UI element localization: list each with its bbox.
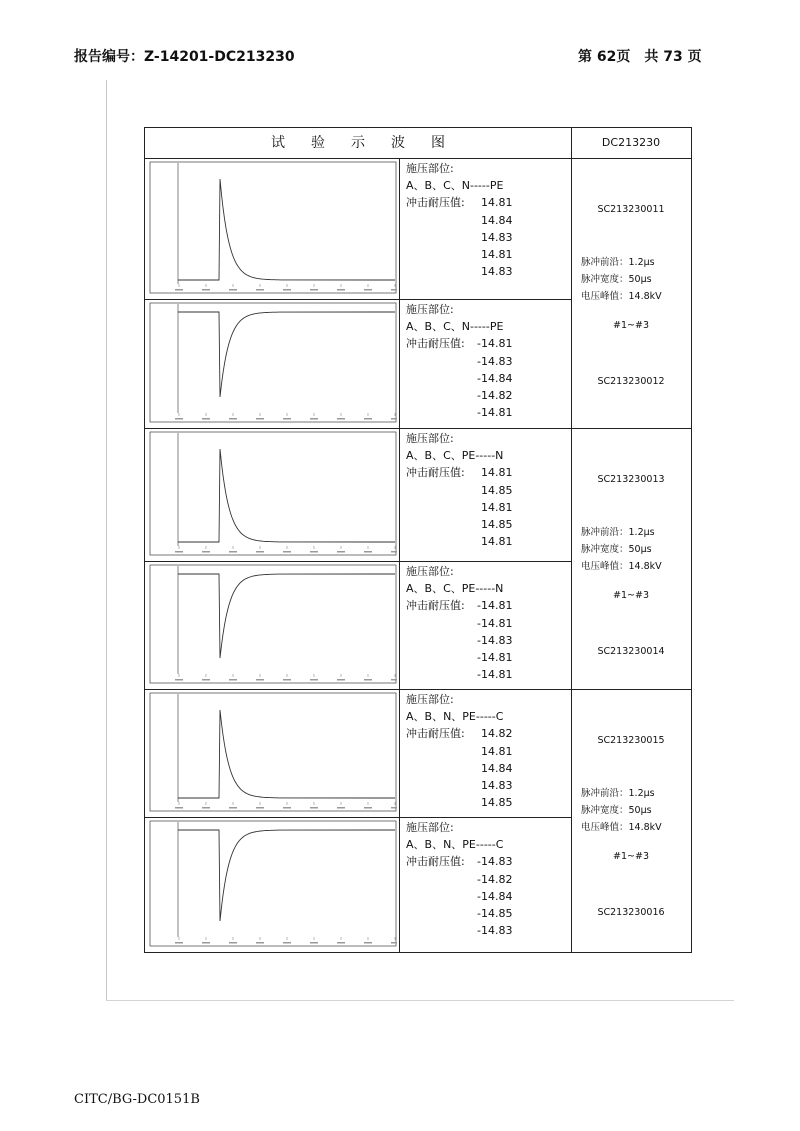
sample-code: SC213230014 <box>597 646 665 657</box>
plot-tick-label <box>310 551 318 553</box>
plot-tick-label <box>391 289 397 291</box>
withstand-voltage-value: 14.81 <box>481 466 513 480</box>
impulse-trace <box>178 574 395 658</box>
withstand-voltage-label: 冲击耐压值: <box>406 727 465 741</box>
withstand-voltage-label: 冲击耐压值: <box>406 337 465 351</box>
form-code: CITC/BG-DC0151B <box>74 1092 200 1107</box>
row-divider <box>145 689 691 690</box>
plot-tick-label <box>202 418 210 420</box>
withstand-voltage-value: 14.81 <box>481 744 513 758</box>
plot-tick-label <box>283 807 291 809</box>
plot-frame <box>150 565 396 683</box>
plot-tick-label <box>229 807 237 809</box>
plot-tick-label <box>364 807 372 809</box>
withstand-voltage-value: -14.83 <box>477 855 513 869</box>
withstand-voltage-value: -14.81 <box>477 651 513 664</box>
plot-tick-label <box>229 289 237 291</box>
withstand-voltage-value: 14.81 <box>481 535 513 549</box>
plot-tick-label <box>391 942 397 944</box>
page-current: 第 62页 <box>578 49 631 65</box>
plot-tick-label <box>364 942 372 944</box>
peak-voltage: 电压峰值：14.8kV <box>581 561 662 572</box>
pulse-width: 脉冲宽度：50μs <box>581 805 652 816</box>
peak-voltage: 电压峰值：14.8kV <box>581 291 662 302</box>
withstand-voltage-value: 14.84 <box>481 213 513 227</box>
plot-tick-label <box>391 551 397 553</box>
test-info <box>406 691 513 810</box>
sample-code: SC213230012 <box>597 376 665 387</box>
withstand-voltage-value: -14.84 <box>477 371 513 385</box>
plot-tick-label <box>391 418 397 420</box>
test-parameters <box>571 158 691 428</box>
test-parameters <box>571 428 691 689</box>
waveform-plot <box>149 564 397 684</box>
applied-position-label: 施压部位: <box>406 821 454 834</box>
sample-range: #1~#3 <box>613 590 649 601</box>
plot-tick-label <box>256 679 264 681</box>
plot-frame <box>150 303 396 422</box>
plot-tick-label <box>229 679 237 681</box>
withstand-voltage-value: -14.83 <box>477 924 513 938</box>
plot-tick-label <box>310 679 318 681</box>
plot-tick-label <box>256 942 264 944</box>
plot-tick-label <box>202 679 210 681</box>
plot-tick-label <box>256 289 264 291</box>
plot-tick-label <box>202 942 210 944</box>
applied-position-value: A、B、N、PE-----C <box>406 710 504 724</box>
plot-tick-label <box>175 418 183 420</box>
test-info <box>406 819 513 938</box>
withstand-voltage-value: -14.83 <box>477 633 513 647</box>
plot-tick-label <box>229 551 237 553</box>
withstand-voltage-value: 14.84 <box>481 761 513 775</box>
withstand-voltage-value: 14.81 <box>481 196 513 210</box>
withstand-voltage-value: 14.82 <box>481 727 513 741</box>
impulse-trace <box>178 449 395 542</box>
applied-position-value: A、B、C、PE-----N <box>406 582 504 596</box>
pulse-front: 脉冲前沿：1.2μs <box>581 788 655 799</box>
impulse-trace <box>178 830 395 921</box>
impulse-trace <box>178 312 395 397</box>
plot-tick-label <box>256 807 264 809</box>
plot-tick-label <box>175 551 183 553</box>
plot-frame <box>150 162 396 293</box>
plot-tick-label <box>175 289 183 291</box>
sample-code: SC213230015 <box>597 735 665 746</box>
row-divider <box>145 817 571 818</box>
applied-position-value: A、B、C、PE-----N <box>406 449 504 463</box>
plot-tick-label <box>337 551 345 553</box>
pulse-width: 脉冲宽度：50μs <box>581 544 652 555</box>
scan-edge-left <box>106 80 107 1000</box>
plot-tick-label <box>283 418 291 420</box>
withstand-voltage-value: -14.81 <box>477 668 513 682</box>
plot-tick-label <box>175 807 183 809</box>
applied-position-value: A、B、N、PE-----C <box>406 838 504 852</box>
plot-tick-label <box>364 289 372 291</box>
plot-tick-label <box>256 551 264 553</box>
test-info <box>406 160 513 279</box>
page-total: 共 73 页 <box>644 49 702 65</box>
withstand-voltage-label: 冲击耐压值: <box>406 466 465 480</box>
test-info <box>406 563 513 682</box>
page-number <box>578 46 716 66</box>
waveform-plot <box>149 161 397 294</box>
withstand-voltage-value: 14.81 <box>481 248 513 261</box>
plot-tick-label <box>283 942 291 944</box>
plot-tick-label <box>337 942 345 944</box>
plot-tick-label <box>175 679 183 681</box>
plot-tick-label <box>364 551 372 553</box>
test-info <box>406 301 513 420</box>
sample-code: SC213230013 <box>597 474 665 485</box>
applied-position-label: 施压部位: <box>406 162 454 175</box>
waveform-plot <box>149 302 397 423</box>
waveform-plot <box>149 820 397 947</box>
impulse-trace <box>178 710 395 798</box>
row-divider <box>145 299 571 300</box>
plot-tick-label <box>364 418 372 420</box>
plot-tick-label <box>283 679 291 681</box>
plot-tick-label <box>310 418 318 420</box>
table-title-row <box>145 128 691 159</box>
withstand-voltage-value: -14.81 <box>477 406 513 420</box>
oscillogram-table <box>144 127 692 953</box>
plot-tick-label <box>229 942 237 944</box>
plot-frame <box>150 432 396 555</box>
impulse-trace <box>178 179 395 280</box>
waveform-plot <box>149 431 397 556</box>
peak-voltage: 电压峰值：14.8kV <box>581 822 662 833</box>
withstand-voltage-value: 14.85 <box>481 483 513 497</box>
withstand-voltage-value: 14.83 <box>481 265 513 279</box>
row-divider <box>145 428 691 429</box>
withstand-voltage-value: 14.81 <box>481 500 513 514</box>
waveform-plot <box>149 692 397 812</box>
applied-position-label: 施压部位: <box>406 565 454 578</box>
row-divider <box>145 561 571 562</box>
plot-tick-label <box>337 807 345 809</box>
sample-range: #1~#3 <box>613 851 649 862</box>
pulse-front: 脉冲前沿：1.2μs <box>581 527 655 538</box>
plot-tick-label <box>283 289 291 291</box>
sample-code: SC213230011 <box>597 204 665 215</box>
applied-position-label: 施压部位: <box>406 693 454 706</box>
table-title: 试验示波图 <box>271 135 471 151</box>
applied-position-label: 施压部位: <box>406 432 454 445</box>
applied-position-value: A、B、C、N-----PE <box>406 179 504 193</box>
plot-tick-label <box>310 289 318 291</box>
withstand-voltage-label: 冲击耐压值: <box>406 599 465 613</box>
withstand-voltage-value: -14.81 <box>477 599 513 613</box>
plot-tick-label <box>310 807 318 809</box>
withstand-voltage-value: 14.83 <box>481 779 513 792</box>
pulse-width: 脉冲宽度：50μs <box>581 274 652 285</box>
plot-tick-label <box>202 807 210 809</box>
plot-tick-label <box>202 289 210 291</box>
test-parameters <box>571 689 691 952</box>
sample-code: SC213230016 <box>597 907 665 918</box>
withstand-voltage-value: -14.81 <box>477 337 513 351</box>
plot-frame <box>150 821 396 946</box>
table-code: DC213230 <box>601 136 661 149</box>
plot-tick-label <box>175 942 183 944</box>
plot-tick-label <box>364 679 372 681</box>
plot-tick-label <box>202 551 210 553</box>
withstand-voltage-value: 14.85 <box>481 796 513 810</box>
plot-tick-label <box>283 551 291 553</box>
plot-tick-label <box>337 289 345 291</box>
sample-range: #1~#3 <box>613 320 649 331</box>
pulse-front: 脉冲前沿：1.2μs <box>581 257 655 268</box>
withstand-voltage-value: 14.83 <box>481 230 513 244</box>
withstand-voltage-value: -14.82 <box>477 872 513 886</box>
withstand-voltage-label: 冲击耐压值: <box>406 855 465 869</box>
withstand-voltage-value: -14.82 <box>477 389 513 402</box>
applied-position-label: 施压部位: <box>406 303 454 316</box>
withstand-voltage-value: -14.81 <box>477 616 513 630</box>
test-info <box>406 430 513 549</box>
withstand-voltage-label: 冲击耐压值: <box>406 196 465 210</box>
scan-edge-bottom <box>106 1000 734 1001</box>
plot-tick-label <box>229 418 237 420</box>
plot-tick-label <box>337 418 345 420</box>
applied-position-value: A、B、C、N-----PE <box>406 320 504 334</box>
withstand-voltage-value: -14.83 <box>477 354 513 368</box>
plot-tick-label <box>337 679 345 681</box>
withstand-voltage-value: -14.85 <box>477 907 513 920</box>
plot-tick-label <box>256 418 264 420</box>
withstand-voltage-value: 14.85 <box>481 518 513 531</box>
plot-frame <box>150 693 396 811</box>
plot-tick-label <box>391 679 397 681</box>
withstand-voltage-value: -14.84 <box>477 889 513 903</box>
report-number: 报告编号：Z-14201-DC213230 <box>74 49 295 65</box>
plot-tick-label <box>391 807 397 809</box>
plot-tick-label <box>310 942 318 944</box>
